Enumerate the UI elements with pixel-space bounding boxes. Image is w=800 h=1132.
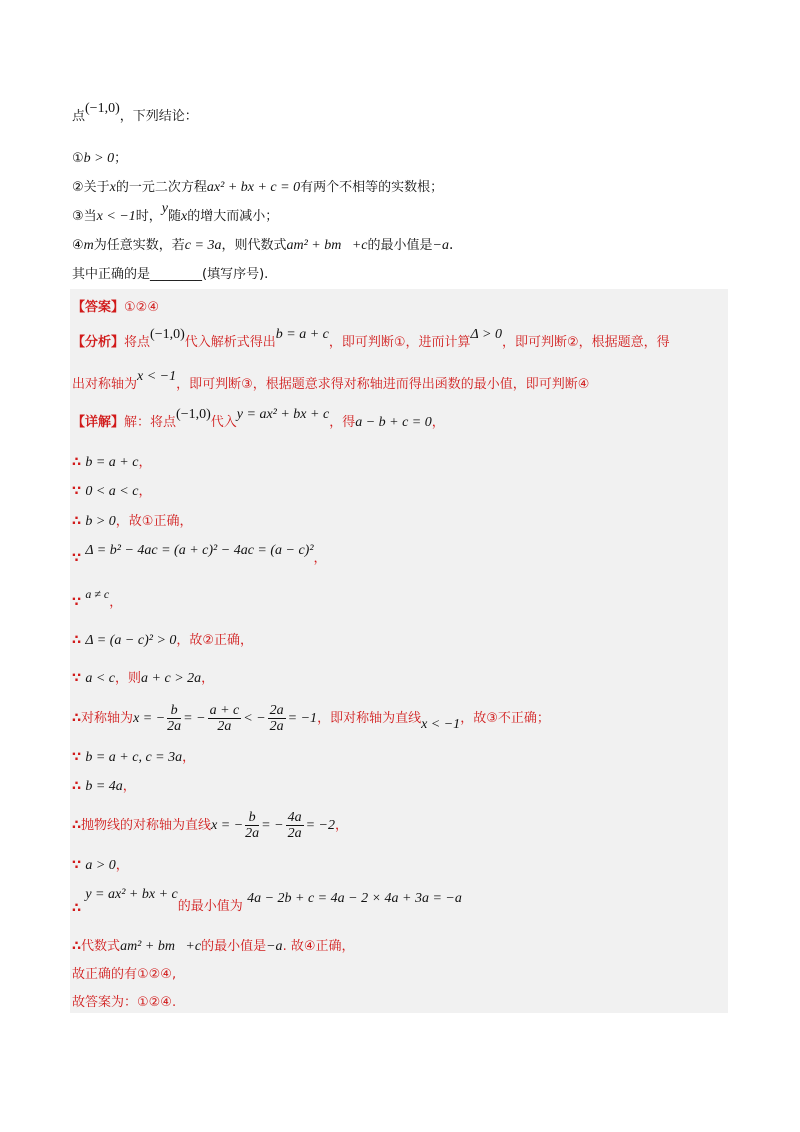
detail-line-2: ∴ b = a + c， — [72, 455, 152, 470]
detail-line-13: ∵ a > 0， — [72, 858, 129, 873]
detail-line-12: ∴抛物线的对称轴为直线x = − $\frac{b}{2a}$ = − $\frac{4a}{2a}$ = −2， — [72, 810, 348, 841]
fraction: $\frac{4a}{2a}$ — [287, 810, 302, 841]
detail-line-9: ∴对称轴为x = − $\frac{b}{2a}$ = − $\frac{a + c}{2a}$ < − $\frac{2a}{2a}$ = −1，即对称轴为直线x < −1，故③不正确； — [72, 703, 550, 734]
detail-line-16: 故正确的有①②④, — [72, 967, 177, 982]
answer-line — [72, 297, 159, 318]
detail-line-17: 故答案为：①②④. — [72, 995, 177, 1010]
statement-1: ①b > 0； — [72, 151, 128, 166]
statement-3: ③当x < −1时，y随x的增大而减小； — [72, 201, 279, 224]
detail-line-11: ∴ b = 4a， — [72, 779, 136, 794]
because-symbol: ∵ — [72, 484, 82, 499]
detail-line-1: 【详解】解：将点(−1,0)代入y = ax² + bx + c，得a − b + c = 0， — [72, 407, 445, 430]
detail-line-15: ∴代数式am² + bm +c的最小值是−a. 故④正确， — [72, 939, 355, 954]
fraction: $\frac{a + c}{2a}$ — [209, 703, 240, 734]
detail-line-7: ∴ Δ = (a − c)² > 0，故②正确， — [72, 633, 254, 648]
detail-line-10: ∵ b = a + c, c = 3a， — [72, 750, 196, 765]
detail-line-3: ∵ 0 < a < c， — [72, 484, 152, 499]
detail-line-5: ∵ Δ = b² − 4ac = (a + c)² − 4ac = (a − c)²， — [72, 543, 327, 566]
analysis-line-2: 出对称轴为x < −1，即可判断③，根据题意求得对称轴进而得出函数的最小值，即可判断④ — [72, 369, 590, 392]
answer-tag: 【答案】 — [72, 300, 125, 315]
detail-line-4: ∴ b > 0，故①正确， — [72, 514, 193, 529]
question-intro: 点(−1,0)，下列结论： — [72, 101, 198, 124]
analysis-tag: 【分析】 — [72, 335, 125, 350]
detail-tag: 【详解】 — [72, 415, 125, 430]
statement-2: ②关于x的一元二次方程ax² + bx + c = 0有两个不相等的实数根； — [72, 180, 444, 195]
fraction: $\frac{b}{2a}$ — [245, 810, 260, 841]
detail-line-8: ∵ a < c，则a + c > 2a， — [72, 671, 215, 686]
therefore-symbol: ∴ — [72, 455, 82, 470]
detail-line-6: ∵ a ≠ c， — [72, 587, 123, 610]
answer-value: ①②④ — [124, 300, 159, 315]
fraction: $\frac{b}{2a}$ — [167, 703, 182, 734]
fill-in-prompt: 其中正确的是________(填写序号). — [72, 267, 269, 282]
fraction: $\frac{2a}{2a}$ — [269, 703, 284, 734]
point-coordinates: (−1,0) — [85, 101, 120, 116]
analysis-line-1: 【分析】将点(−1,0)代入解析式得出b = a + c，即可判断①，进而计算Δ > 0，即可判断②，根据题意，得 — [72, 327, 670, 350]
statement-4: ④m为任意实数，若c = 3a，则代数式am² + bm +c的最小值是−a. — [72, 237, 454, 253]
detail-line-14: ∴ y = ax² + bx + c的最小值为 4a − 2b + c = 4a − 2 × 4a + 3a = −a — [72, 887, 462, 916]
